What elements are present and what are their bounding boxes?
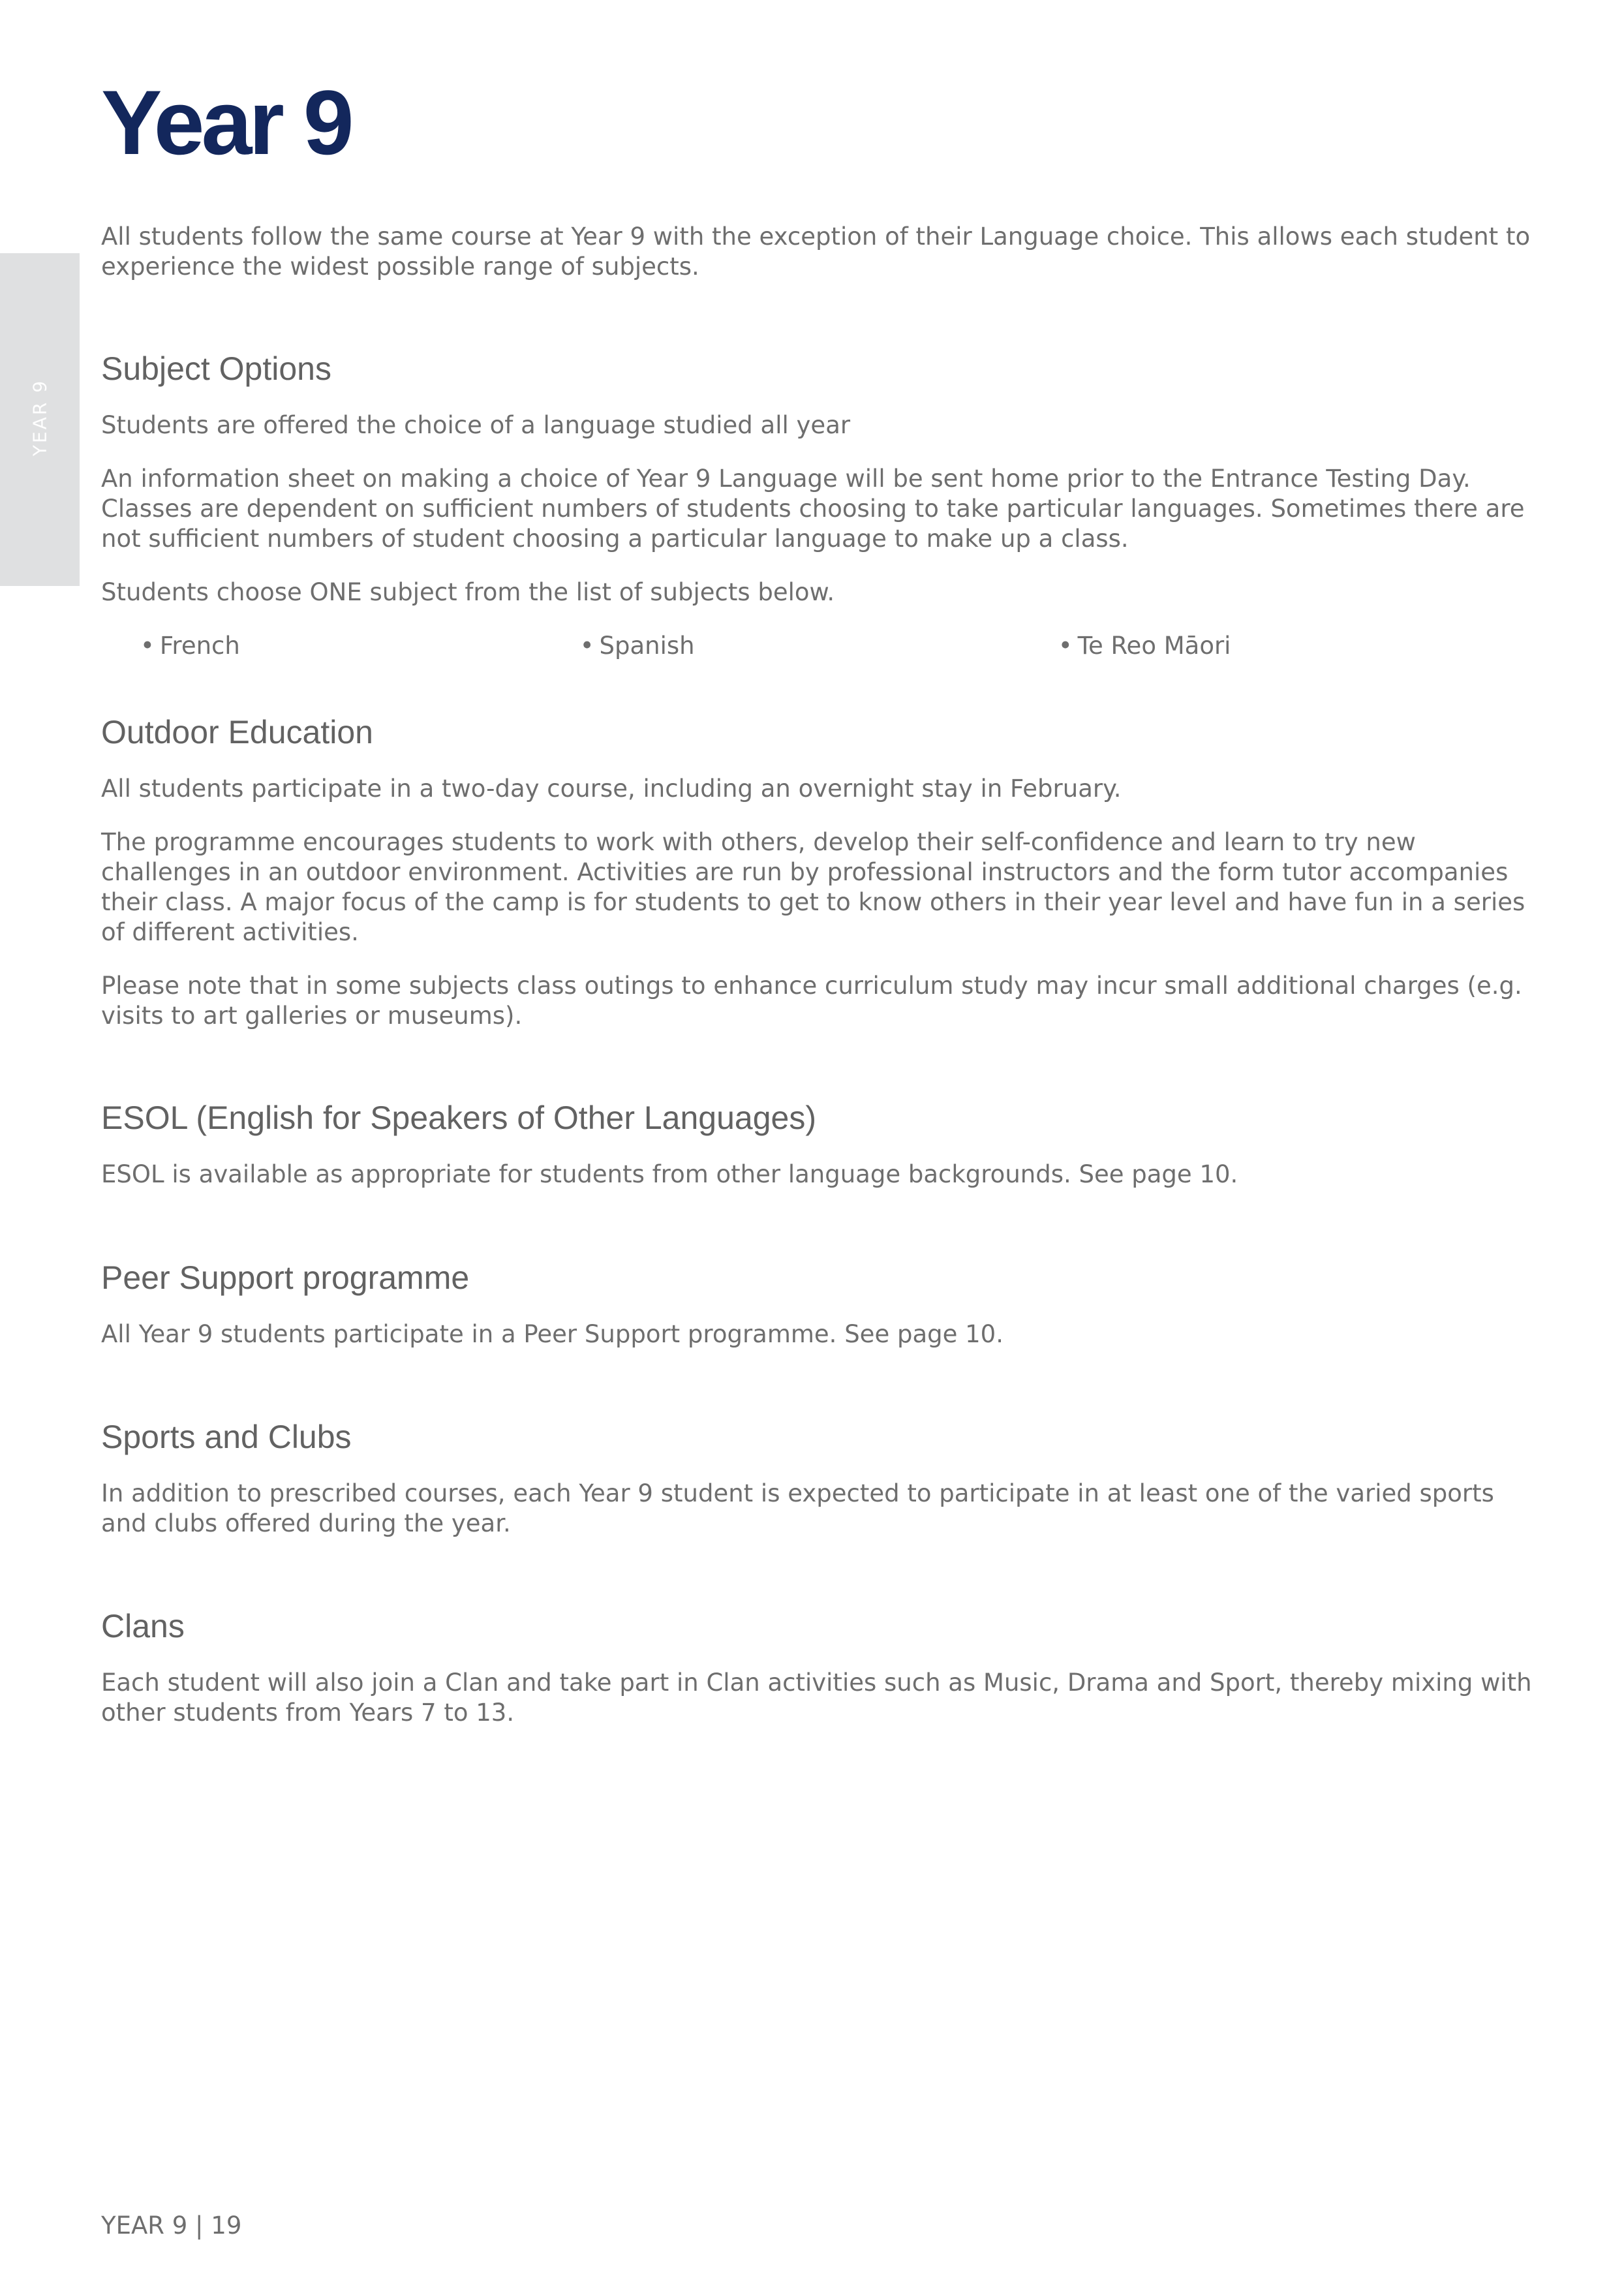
page-footer: YEAR 9 | 19	[101, 2211, 242, 2240]
language-item	[580, 631, 1058, 661]
clans-section	[101, 1607, 1537, 1751]
outdoor-education-section	[101, 713, 1537, 1055]
subject-options-paragraph: An information sheet on making a choice of Year 9 Language will be sent home prior to the Entrance Testing Day. Classes are dependent on sufficient numbers of students choosing to take particular languages. Sometimes there are not sufficient numbers of student choosing a particular language to make up a class.	[101, 465, 1525, 553]
esol-heading: ESOL (English for Speakers of Other Languages)	[101, 1100, 816, 1136]
language-list	[101, 631, 1537, 661]
language-label: French	[159, 632, 240, 660]
clans-heading: Clans	[101, 1608, 185, 1644]
language-label: Te Reo Māori	[1077, 632, 1231, 660]
language-label: Spanish	[599, 632, 695, 660]
outdoor-education-paragraph: Please note that in some subjects class outings to enhance curriculum study may incur small additional charges (e.g. visits to art galleries or museums).	[101, 972, 1522, 1030]
language-item	[101, 631, 580, 661]
peer-support-paragraph: All Year 9 students participate in a Peer Support programme. See page 10.	[101, 1320, 1004, 1348]
peer-support-section	[101, 1258, 1537, 1373]
sports-clubs-section	[101, 1417, 1537, 1562]
bullet-icon: •	[579, 632, 594, 660]
language-item	[1058, 631, 1537, 661]
intro-paragraph: All students follow the same course at Year 9 with the exception of their Language choice. This allows each student to experience the widest possible range of subjects.	[101, 223, 1531, 281]
sports-clubs-paragraph: In addition to prescribed courses, each Year 9 student is expected to participate in at least one of the varied sports and clubs offered during the year.	[101, 1479, 1494, 1537]
side-tab-label: YEAR 9	[29, 378, 51, 457]
subject-options-paragraph: Students choose ONE subject from the list of subjects below.	[101, 578, 835, 606]
bullet-icon: •	[140, 632, 155, 660]
outdoor-education-paragraph: The programme encourages students to work with others, develop their self-confidence and learn to try new challenges in an outdoor environment. Activities are run by professional instructors and the form tutor accompanies their class. A major focus of the camp is for students to get to know others in their year level and have fun in a series of different activities.	[101, 828, 1525, 946]
subject-options-paragraph: Students are offered the choice of a language studied all year	[101, 411, 851, 439]
outdoor-education-paragraph: All students participate in a two-day course, including an overnight stay in February.	[101, 775, 1122, 803]
bullet-icon: •	[1058, 632, 1073, 660]
page-title: Year 9	[101, 71, 351, 174]
peer-support-heading: Peer Support programme	[101, 1259, 470, 1296]
sports-clubs-heading: Sports and Clubs	[101, 1419, 352, 1455]
clans-paragraph: Each student will also join a Clan and take part in Clan activities such as Music, Drama and Sport, thereby mixing with other students from Years 7 to 13.	[101, 1669, 1532, 1727]
outdoor-education-heading: Outdoor Education	[101, 714, 373, 750]
esol-paragraph: ESOL is available as appropriate for students from other language backgrounds. See page 10.	[101, 1160, 1238, 1188]
subject-options-heading: Subject Options	[101, 350, 331, 387]
subject-options-section	[101, 349, 1537, 661]
esol-section	[101, 1098, 1537, 1213]
